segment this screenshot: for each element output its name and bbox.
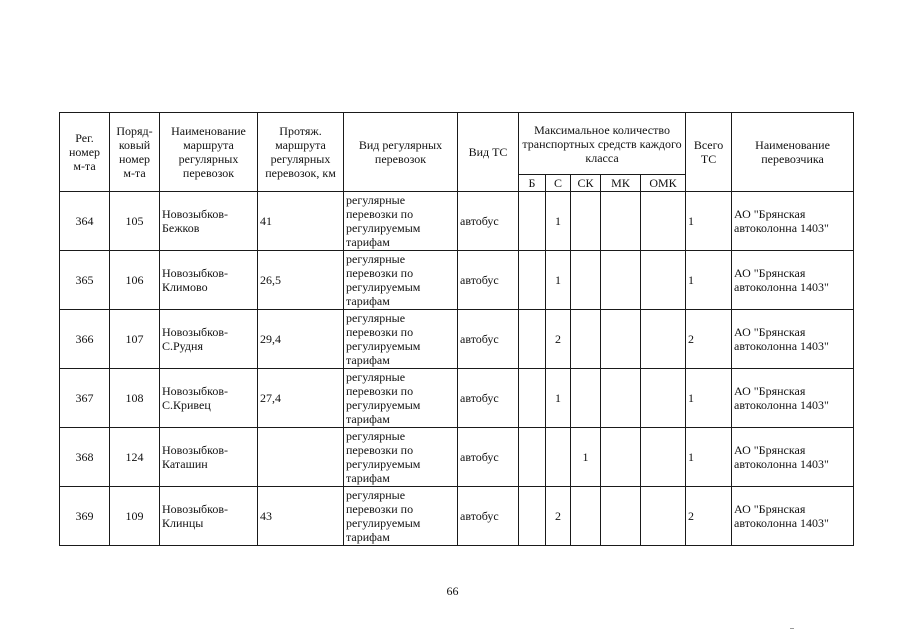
- cell-class-omk: [641, 192, 686, 251]
- header-row: [60, 113, 854, 175]
- page-number: 66: [446, 584, 459, 598]
- cell-vehicle: автобус: [458, 310, 519, 369]
- cell-class-s: 2: [546, 310, 571, 369]
- cell-route-name: Новозыбков-С.Рудня: [160, 310, 258, 369]
- cell-length: [258, 428, 344, 487]
- cell-carrier: АО "Брянская автоколонна 1403": [732, 487, 854, 546]
- cell-reg: 365: [60, 251, 110, 310]
- cell-class-s: 1: [546, 251, 571, 310]
- cell-service: регулярные перевозки по регулируемым тарифам: [344, 192, 458, 251]
- header-class-sk: СК: [571, 175, 601, 192]
- cell-carrier: АО "Брянская автоколонна 1403": [732, 428, 854, 487]
- cell-order: 105: [110, 192, 160, 251]
- scan-speck: [790, 628, 794, 629]
- cell-class-mk: [601, 369, 641, 428]
- cell-vehicle: автобус: [458, 192, 519, 251]
- header-total: Всего ТС: [686, 113, 732, 192]
- header-class-b: Б: [519, 175, 546, 192]
- cell-class-s: 1: [546, 369, 571, 428]
- cell-class-sk: [571, 487, 601, 546]
- header-service-type: Вид регулярных перевозок: [344, 113, 458, 192]
- header-length: Протяж. маршрута регулярных перевозок, км: [258, 113, 344, 192]
- cell-class-omk: [641, 487, 686, 546]
- table-row: [60, 487, 854, 546]
- cell-order: 107: [110, 310, 160, 369]
- header-max-vehicles: Максимальное количество транспортных средств каждого класса: [519, 113, 686, 175]
- cell-total: 1: [686, 251, 732, 310]
- cell-service: регулярные перевозки по регулируемым тарифам: [344, 487, 458, 546]
- routes-table: [59, 112, 854, 546]
- cell-length: 27,4: [258, 369, 344, 428]
- cell-class-mk: [601, 428, 641, 487]
- cell-length: 41: [258, 192, 344, 251]
- table-row: [60, 428, 854, 487]
- header-route-name: Наименование маршрута регулярных перевозок: [160, 113, 258, 192]
- cell-reg: 369: [60, 487, 110, 546]
- cell-carrier: АО "Брянская автоколонна 1403": [732, 310, 854, 369]
- cell-order: 124: [110, 428, 160, 487]
- cell-class-s: 1: [546, 192, 571, 251]
- cell-service: регулярные перевозки по регулируемым тарифам: [344, 428, 458, 487]
- cell-class-sk: [571, 251, 601, 310]
- header-reg-num: Рег. номер м-та: [60, 113, 110, 192]
- table-row: [60, 310, 854, 369]
- cell-class-sk: [571, 369, 601, 428]
- cell-total: 1: [686, 428, 732, 487]
- cell-route-name: Новозыбков-Бежков: [160, 192, 258, 251]
- header-carrier: Наименование перевозчика: [732, 113, 854, 192]
- cell-class-sk: 1: [571, 428, 601, 487]
- cell-class-omk: [641, 369, 686, 428]
- cell-class-b: [519, 192, 546, 251]
- cell-reg: 366: [60, 310, 110, 369]
- cell-class-omk: [641, 428, 686, 487]
- cell-class-mk: [601, 310, 641, 369]
- cell-service: регулярные перевозки по регулируемым тарифам: [344, 251, 458, 310]
- header-vehicle-type: Вид ТС: [458, 113, 519, 192]
- table-row: [60, 192, 854, 251]
- cell-carrier: АО "Брянская автоколонна 1403": [732, 192, 854, 251]
- cell-class-b: [519, 487, 546, 546]
- cell-order: 106: [110, 251, 160, 310]
- header-class-omk: ОМК: [641, 175, 686, 192]
- cell-length: 26,5: [258, 251, 344, 310]
- cell-class-omk: [641, 310, 686, 369]
- cell-vehicle: автобус: [458, 251, 519, 310]
- cell-reg: 364: [60, 192, 110, 251]
- header-class-s: С: [546, 175, 571, 192]
- cell-route-name: Новозыбков-Клинцы: [160, 487, 258, 546]
- cell-reg: 368: [60, 428, 110, 487]
- cell-vehicle: автобус: [458, 487, 519, 546]
- cell-class-mk: [601, 192, 641, 251]
- cell-class-b: [519, 251, 546, 310]
- cell-service: регулярные перевозки по регулируемым тарифам: [344, 310, 458, 369]
- cell-route-name: Новозыбков-Климово: [160, 251, 258, 310]
- cell-service: регулярные перевозки по регулируемым тарифам: [344, 369, 458, 428]
- cell-carrier: АО "Брянская автоколонна 1403": [732, 251, 854, 310]
- cell-vehicle: автобус: [458, 428, 519, 487]
- cell-class-sk: [571, 192, 601, 251]
- cell-reg: 367: [60, 369, 110, 428]
- header-class-mk: МК: [601, 175, 641, 192]
- cell-vehicle: автобус: [458, 369, 519, 428]
- cell-class-sk: [571, 310, 601, 369]
- table-row: [60, 251, 854, 310]
- cell-class-b: [519, 369, 546, 428]
- cell-route-name: Новозыбков-Каташин: [160, 428, 258, 487]
- cell-length: 29,4: [258, 310, 344, 369]
- cell-class-b: [519, 428, 546, 487]
- cell-length: 43: [258, 487, 344, 546]
- cell-class-mk: [601, 487, 641, 546]
- cell-order: 109: [110, 487, 160, 546]
- cell-total: 2: [686, 487, 732, 546]
- cell-class-omk: [641, 251, 686, 310]
- cell-class-s: [546, 428, 571, 487]
- header-order-num: Поряд-ковый номер м-та: [110, 113, 160, 192]
- cell-total: 2: [686, 310, 732, 369]
- cell-total: 1: [686, 192, 732, 251]
- table-row: [60, 369, 854, 428]
- cell-carrier: АО "Брянская автоколонна 1403": [732, 369, 854, 428]
- cell-class-s: 2: [546, 487, 571, 546]
- cell-total: 1: [686, 369, 732, 428]
- cell-route-name: Новозыбков-С.Кривец: [160, 369, 258, 428]
- cell-class-mk: [601, 251, 641, 310]
- cell-order: 108: [110, 369, 160, 428]
- cell-class-b: [519, 310, 546, 369]
